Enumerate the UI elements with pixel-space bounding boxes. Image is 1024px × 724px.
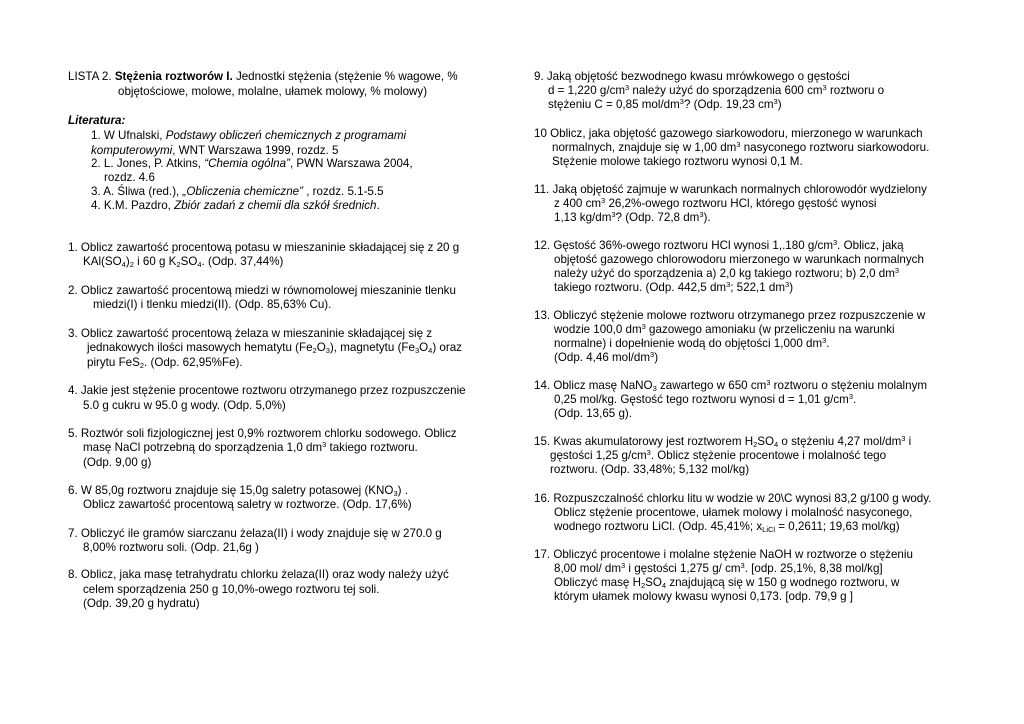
problem-14-line1: 14. Oblicz masę NaNO$_3$ zawartego w 650 $cm^3$ roztworu o stężeniu molalnym bbox=[534, 378, 928, 393]
problem-5-line1: 5. Roztwór soli fizjologicznej jest 0,9% roztworem chlorku sodowego. Oblicz bbox=[68, 427, 457, 440]
problem-15-line2: gęstości 1,25 $g/cm^3$. Oblicz stężenie procentowe i molalność tego bbox=[550, 448, 887, 462]
problem-9-line1: 9. Jaką objętość bezwodnego kwasu mrówkowego o gęstości bbox=[534, 70, 850, 83]
problem-2-line2: miedzi(I) i tlenku miedzi(II). (Odp. 85,63% Cu). bbox=[93, 298, 332, 311]
problem-1-line2: $KAl(SO_4)_2$ i 60 g $K_2SO_4$. (Odp. 37,44%) bbox=[83, 255, 284, 269]
lit-item-2: 2. L. Jones, P. Atkins, “Chemia ogólna”, PWN Warszawa 2004, bbox=[91, 157, 413, 170]
list-header-line1: LISTA 2. Stężenia roztworów I. Jednostki stężenia (stężenie % wagowe, % bbox=[68, 70, 458, 83]
problem-15-line1: 15. Kwas akumulatorowy jest roztworem $H_2SO_4$ o stężeniu 4,27 mol/$dm^3$ i bbox=[534, 434, 912, 449]
problem-6-line2: Oblicz zawartość procentową saletry w roztworze. (Odp. 17,6%) bbox=[83, 498, 412, 511]
problem-11-line2: z 400 $cm^3$ 26,2%-owego roztworu HCl, którego gęstość wynosi bbox=[554, 196, 877, 210]
problem-10-line3: Stężenie molowe takiego roztworu wynosi 0,1 M. bbox=[552, 155, 803, 168]
problem-11-line3: 1,13 $kg/dm^3$? (Odp. 72,8 $dm^3$). bbox=[554, 210, 711, 224]
problem-17-line1: 17. Obliczyć procentowe i molalne stężenie NaOH w roztworze o stężeniu bbox=[534, 548, 913, 561]
lit-item-1: 1. W Ufnalski, Podstawy obliczeń chemicznych z programami bbox=[91, 129, 407, 142]
problem-13-line4: (Odp. 4,46 mol/$dm^3$) bbox=[554, 350, 659, 364]
problem-5-line2: masę NaCl potrzebną do sporządzenia 1,0 $dm^3$ takiego roztworu. bbox=[83, 440, 418, 454]
problem-16-line3: wodnego roztworu LiCl. (Odp. 45,41%; $x_{LiCl} = 0,2611$; 19,63 mol/kg) bbox=[554, 520, 900, 534]
problem-6-line1: 6. W 85,0g roztworu znajduje się 15,0g saletry potasowej $(KNO_3)$ . bbox=[68, 484, 408, 498]
problem-12-line2: objętość gazowego chlorowodoru mierzonego w warunkach normalnych bbox=[554, 253, 924, 266]
problem-4-line2: 5.0 g cukru w 95.0 g wody. (Odp. 5,0%) bbox=[83, 399, 286, 412]
lit-item-2-cont: rozdz. 4.6 bbox=[104, 171, 155, 184]
problem-3-line1: 3. Oblicz zawartość procentową żelaza w mieszaninie składającej się z bbox=[68, 327, 433, 340]
problem-12-line3: należy użyć do sporządzenia a) 2,0 kg takiego roztworu; b) 2,0 $dm^3$ bbox=[554, 266, 900, 280]
problem-4-line1: 4. Jakie jest stężenie procentowe roztworu otrzymanego przez rozpuszczenie bbox=[68, 384, 466, 397]
problem-13-line1: 13. Obliczyć stężenie molowe roztworu otrzymanego przez rozpuszczenie w bbox=[534, 309, 926, 322]
lit-item-1-cont: komputerowymi, WNT Warszawa 1999, rozdz. 5 bbox=[91, 144, 339, 157]
problem-8-line2: celem sporządzenia 250 g 10,0%-owego roztworu tej soli. bbox=[83, 583, 380, 596]
problem-13-line2: wodzie 100,0 $dm^3$ gazowego amoniaku (w przeliczeniu na warunki bbox=[554, 322, 895, 336]
problem-10-line2: normalnych, znajduje się w 1,00 $dm^3$ nasyconego roztworu siarkowodoru. bbox=[552, 140, 930, 154]
problem-14-line3: (Odp. 13,65 g). bbox=[554, 407, 632, 420]
problem-2-line1: 2. Oblicz zawartość procentową miedzi w równomolowej mieszaninie tlenku bbox=[68, 284, 456, 297]
problem-7-line2: 8,00% roztworu soli. (Odp. 21,6g ) bbox=[83, 541, 259, 554]
problem-11-line1: 11. Jaką objętość zajmuje w warunkach normalnych chlorowodór wydzielony bbox=[534, 183, 927, 196]
lit-item-4: 4. K.M. Pazdro, Zbiór zadań z chemii dla szkół średnich. bbox=[91, 199, 380, 212]
problem-8-line3: (Odp. 39,20 g hydratu) bbox=[83, 597, 200, 610]
problem-10-line1: 10 Oblicz, jaka objętość gazowego siarkowodoru, mierzonego w warunkach bbox=[534, 127, 923, 140]
literatura-heading: Literatura: bbox=[68, 114, 126, 127]
problem-14-line2: 0,25 mol/kg. Gęstość tego roztworu wynosi d = 1,01 $g/cm^3$. bbox=[554, 392, 857, 406]
problem-17-line2: 8,00 mol/ $dm^3$ i gęstości 1,275 g/ $cm^3$. [odp. 25,1%, 8,38 mol/kg] bbox=[554, 561, 883, 575]
problem-13-line3: normalne) i dopełnienie wodą do objętości 1,000 $dm^3$. bbox=[554, 336, 830, 350]
problem-15-line3: roztworu. (Odp. 33,48%; 5,132 mol/kg) bbox=[550, 463, 750, 476]
problem-17-line3: Obliczyć masę $H_2SO_4$ znajdującą się w 150 g wodnego roztworu, w bbox=[554, 576, 900, 590]
problem-7-line1: 7. Obliczyć ile gramów siarczanu żelaza(II) i wody znajduje się w 270.0 g bbox=[68, 527, 442, 540]
problem-9-line2: d = 1,220 $g/cm^3$ należy użyć do sporządzenia 600 $cm^3$ roztworu o bbox=[548, 83, 885, 97]
problem-12-line4: takiego roztworu. (Odp. 442,5 $dm^3$; 522,1 $dm^3$) bbox=[554, 280, 794, 294]
lit-item-3: 3. A. Śliwa (red.), „Obliczenia chemiczne” , rozdz. 5.1-5.5 bbox=[91, 185, 384, 198]
problem-9-line3: stężeniu C = 0,85 mol/$dm^3$? (Odp. 19,23 $cm^3$) bbox=[548, 97, 782, 111]
problem-16-line2: Oblicz stężenie procentowe, ułamek molowy i molalność nasyconego, bbox=[554, 506, 913, 519]
problem-17-line4: którym ułamek molowy kwasu wynosi 0,173. [odp. 79,9 g ] bbox=[554, 590, 853, 603]
problem-12-line1: 12. Gęstość 36%-owego roztworu HCl wynosi 1,.180 $g/cm^3$. Oblicz, jaką bbox=[534, 238, 904, 252]
problem-3-line3: pirytu FeS$_2$. (Odp. 62,95%Fe). bbox=[87, 356, 243, 370]
list-header-line2: objętościowe, molowe, molalne, ułamek molowy, % molowy) bbox=[118, 85, 428, 98]
problem-3-line2: jednakowych ilości masowych hematytu $(Fe_2O_3)$, magnetytu $(Fe_3O_4)$ oraz bbox=[87, 341, 462, 355]
problem-1-line1: 1. Oblicz zawartość procentową potasu w mieszaninie składającej się z 20 g bbox=[68, 241, 460, 254]
problem-16-line1: 16. Rozpuszczalność chlorku litu w wodzie w 20\C wynosi 83,2 g/100 g wody. bbox=[534, 492, 932, 505]
problem-5-line3: (Odp. 9,00 g) bbox=[83, 456, 152, 469]
problem-8-line1: 8. Oblicz, jaka masę tetrahydratu chlorku żelaza(II) oraz wody należy użyć bbox=[68, 568, 449, 581]
list-title: Stężenia roztworów I. bbox=[114, 70, 233, 83]
